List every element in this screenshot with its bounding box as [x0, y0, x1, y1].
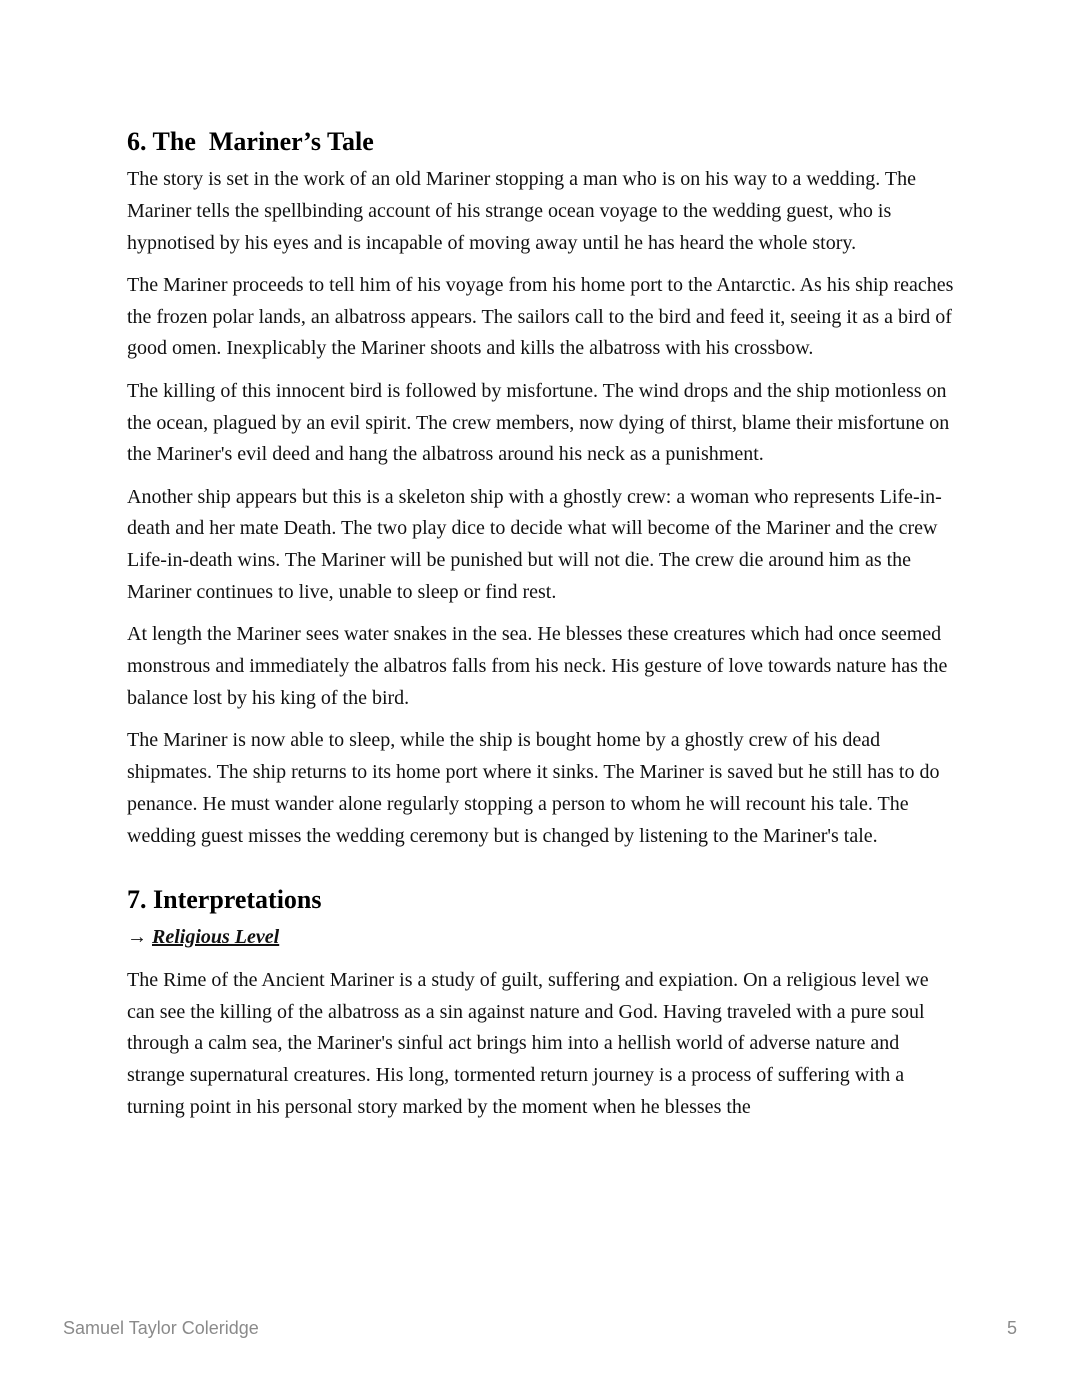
footer-page-number: 5	[1006, 1318, 1017, 1338]
subheading-label: Religious Level	[152, 926, 280, 949]
subheading-religious-level	[127, 922, 957, 954]
arrow-right-icon: →	[127, 926, 147, 949]
page-content	[127, 122, 957, 1134]
section-6-paragraph: The Mariner proceeds to tell him of his voyage from his home port to the Antarctic. As his ship reaches the frozen polar lands, an albatross appears. The sailors call to the bird and feed it, seeing it as a bird of good omen. Inexplicably the Mariner shoots and kills the albatross with his crossbow.	[127, 273, 954, 360]
section-6-paragraph: The Mariner is now able to sleep, while the ship is bought home by a ghostly crew of his dead shipmates. The ship returns to its home port where it sinks. The Mariner is saved but he still has to do penance. He must wander alone regularly stopping a person to whom he will recount his tale. The wedding guest misses the wedding ceremony but is changed by listening to the Mariner's tale.	[127, 729, 940, 847]
footer-author: Samuel Taylor Coleridge	[63, 1318, 259, 1338]
section-6-paragraph: Another ship appears but this is a skeleton ship with a ghostly crew: a woman who represents Life-in-death and her mate Death. The two play dice to decide what will become of the Mariner and the crew Life-in-death wins. The Mariner will be punished but will not die. The crew die around him as the Mariner continues to live, unable to sleep or find rest.	[127, 485, 942, 604]
section-6-paragraph: The story is set in the work of an old Mariner stopping a man who is on his way to a wedding. The Mariner tells the spellbinding account of his strange ocean voyage to the wedding guest, who is hypnotised by his eyes and is incapable of moving away until he has heard the whole story.	[127, 168, 916, 254]
section-6-heading: 6. The Mariner’s Tale	[127, 127, 374, 156]
section-7-heading: 7. Interpretations	[127, 885, 322, 915]
section-6-paragraph: The killing of this innocent bird is followed by misfortune. The wind drops and the ship motionless on the ocean, plagued by an evil spirit. The crew members, now dying of thirst, blame their misfortune on the Mariner's evil deed and hang the albatross around his neck as a punishment.	[127, 379, 950, 466]
section-7-paragraph: The Rime of the Ancient Mariner is a study of guilt, suffering and expiation. On a religious level we can see the killing of the albatross as a sin against nature and God. Having traveled with a pure soul through a calm sea, the Mariner's sinful act brings him into a hellish world of adverse nature and strange supernatural creatures. His long, tormented return journey is a process of suffering with a turning point in his personal story marked by the moment when he blesses the	[127, 968, 929, 1118]
section-6-paragraph: At length the Mariner sees water snakes in the sea. He blesses these creatures which had once seemed monstrous and immediately the albatros falls from his neck. His gesture of love towards nature has the balance lost by his king of the bird.	[127, 623, 948, 709]
